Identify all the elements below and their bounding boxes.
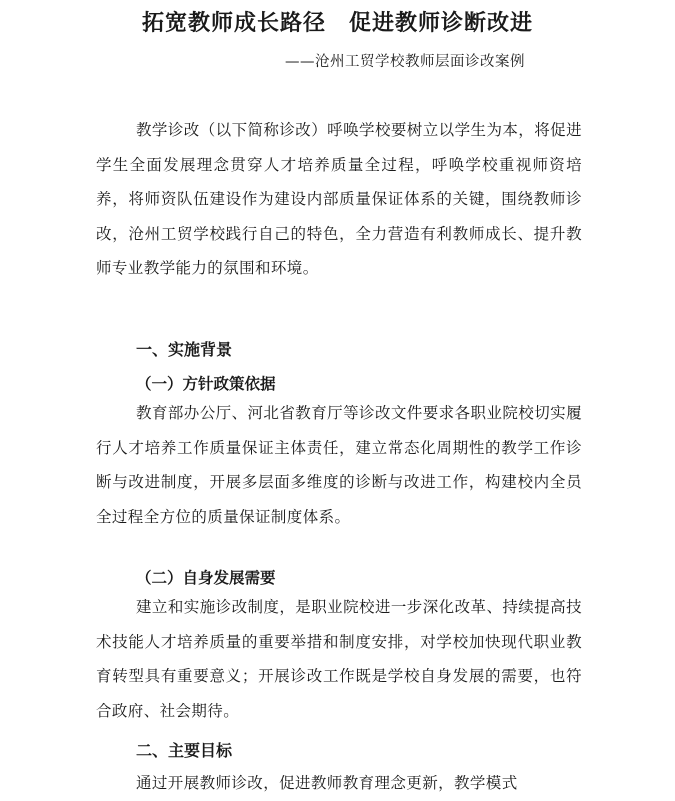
subsection-heading-policy: （一）方针政策依据 bbox=[136, 374, 276, 393]
section-heading-goals: 二、主要目标 bbox=[136, 741, 233, 760]
policy-paragraph: 教育部办公厅、河北省教育厅等诊改文件要求各职业院校切实履行人才培养工作质量保证主体责任，建立常态化周期性的教学工作诊断与改进制度，开展多层面多维度的诊断与改进工作，构建校内全员全过程全方位的质量保证制度体系。 bbox=[96, 404, 582, 526]
section-heading-background: 一、实施背景 bbox=[136, 340, 233, 359]
document-subtitle: ——沧州工贸学校教师层面诊改案例 bbox=[285, 54, 525, 70]
document-title: 拓宽教师成长路径 促进教师诊断改进 bbox=[141, 11, 533, 36]
intro-paragraph: 教学诊改（以下简称诊改）呼唤学校要树立以学生为本，将促进学生全面发展理念贯穿人才培养质量全过程，呼唤学校重视师资培养，将师资队伍建设作为建设内部质量保证体系的关键，围绕教师诊改，沧州工贸学校践行自己的特色，全力营造有利教师成长、提升教师专业教学能力的氛围和环境。 bbox=[96, 121, 582, 277]
development-paragraph: 建立和实施诊改制度，是职业院校进一步深化改革、持续提高技术技能人才培养质量的重要举措和制度安排，对学校加快现代职业教育转型具有重要意义；开展诊改工作既是学校自身发展的需要，也符合政府、社会期待。 bbox=[96, 598, 582, 720]
goals-paragraph: 通过开展教师诊改，促进教师教育理念更新，教学模式 bbox=[136, 774, 518, 792]
subsection-heading-development: （二）自身发展需要 bbox=[136, 568, 276, 587]
